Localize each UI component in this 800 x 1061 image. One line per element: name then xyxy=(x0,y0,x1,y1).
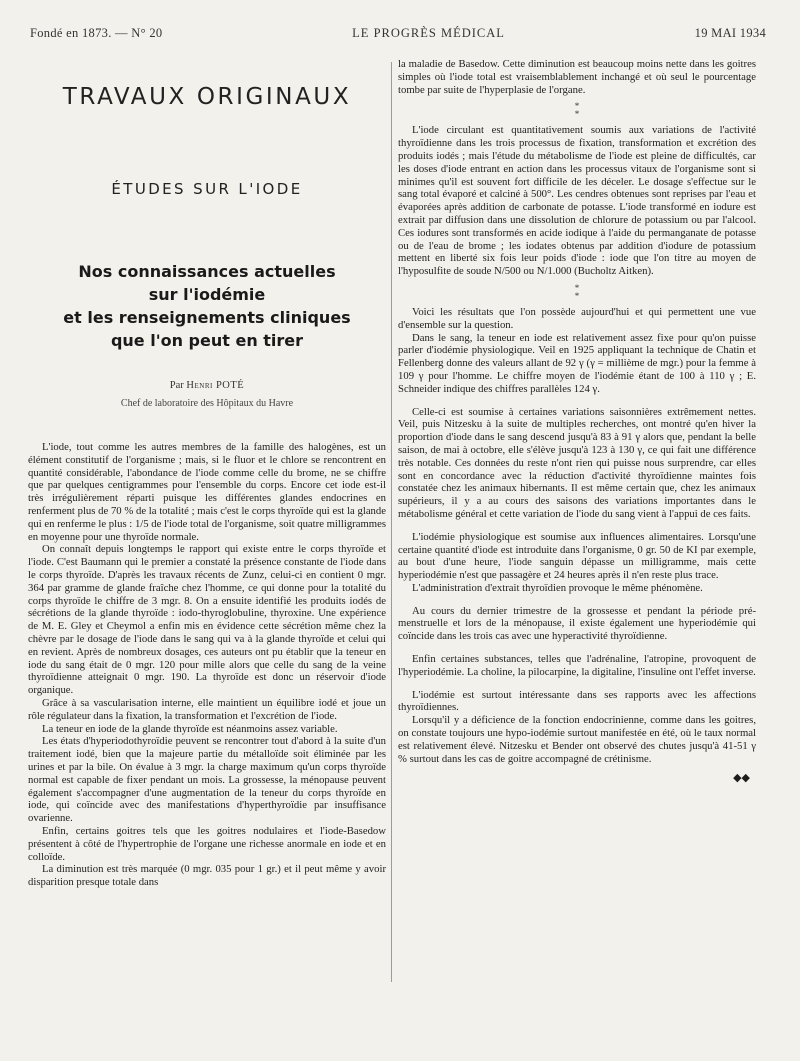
paragraph: Lorsqu'il y a déficience de la fonction endocrinienne, comme dans les goitres, on constate toujours une hypo-iodémie surtout manifestée en été, où le taux normal est relativement élevé. Nitzesku et Bender ont observé des chutes jusqu'à 41-51 γ % surtout dans les cas de goitre accompagné de crétinisme. xyxy=(398,714,756,765)
paragraph: L'iode, tout comme les autres membres de la famille des halogènes, est un élément constitutif de l'organisme ; mais, si le fluor et le chlore se rencontrent en quantité considérable, l'abondance de l'iode comme celle du brome, ne se chiffre que par quelques centigrammes pour l'ensemble du corps. Encore cet iode est-il très irrégulièrement réparti puisque les différentes glandes endocrines en renferment plus de 70 % de la totalité ; mais c'est le corps thyroïde qui est la glande qui en renferme le plus : 1/5 de l'iode total de l'organisme, soit quatre milligrammes en moyenne pour une thyroïde normale. xyxy=(28,441,386,543)
end-ornament: ◆◆ xyxy=(733,772,750,785)
byline-prefix: Par xyxy=(169,380,184,391)
column-divider xyxy=(391,62,392,982)
paragraph: La teneur en iode de la glande thyroïde est néanmoins assez variable. xyxy=(42,722,338,735)
author-affiliation: Chef de laboratoire des Hôpitaux du Havre xyxy=(120,398,294,409)
paragraph: Celle-ci est soumise à certaines variations saisonnières extrêmement nettes. Veil, puis Nitzesku à la suite de multiples recherches, ont montré qu'en hiver la proportion d'iode dans le sang descend jusqu'à 83 à 91 γ alors que, pendant la belle saison, de mai à octobre, elle s'élève jusqu'à 123 à 130 γ, ce qui fait une différence très notable. Ces données du reste n'ont rien qui puisse nous surprendre, car elles sont en concordance avec la réduction d'activité thyroïdienne maintes fois constatée chez les animaux hibernants. Il est même certain que, chez les animaux supérieurs, il y a au cours des saisons des variations importantes dans le métabolisme général et cette variation de l'iode du sang vient à l'appui de ces faits. xyxy=(398,405,756,520)
left-body xyxy=(28,441,386,889)
right-column xyxy=(398,58,756,784)
section-break xyxy=(398,284,756,300)
section-break xyxy=(398,102,756,118)
section-title: TRAVAUX ORIGINAUX xyxy=(62,84,352,110)
author-name: Henri POTÉ xyxy=(186,380,245,391)
header-journal-title: LE PROGRÈS MÉDICAL xyxy=(352,26,505,40)
article-title-line: et les renseignements cliniques xyxy=(63,308,351,327)
paragraph: Enfin, certains goitres tels que les goitres nodulaires et l'iode-Basedow présentent à côté de l'hypertrophie de l'organe une richesse anormale en iode et en colloïde. xyxy=(28,824,386,863)
right-body xyxy=(398,58,756,765)
asterism-mark: * xyxy=(574,109,580,120)
paragraph: On connaît depuis longtemps le rapport qui existe entre le corps thyroïde et l'iode. C'est Baumann qui le premier a constaté la présence constante de l'iode dans le corps thyroïde. D'après les travaux récents de Zunz, celui-ci en contient 0 mgr. 364 par gramme de glande fraîche chez l'homme, ce qui donne pour la totalité du corps thyroïde le chiffre de 3 mgr. 8. On a ensuite identifié les produits iodés de sécrétions de la glande thyroïde : iodo-thyroglobuline, thyroxine. Une expérience de M. E. Gley et Cheymol a enfin mis en évidence cette sécrétion même chez la chèvre par le dosage de l'iode dans le sang qui va à la glande thyroïde et celui qui en revient. Après de nombreux dosages, ces auteurs ont pu établir que la teneur en iode du sang était de 0 mgr. 120 pour mille alors que celle du sang de la veine thyroïdienne atteignait 0 mgr. 190. La thyroïde est donc un réservoir d'iode organique. xyxy=(28,543,386,697)
series-title: ÉTUDES SUR L'IODE xyxy=(111,180,303,198)
running-head xyxy=(30,26,766,41)
header-founded: Fondé en 1873. — N° 20 xyxy=(30,26,163,40)
paragraph: L'iodémie physiologique est soumise aux influences alimentaires. Lorsqu'une certaine quantité d'iode est introduite dans l'organisme, 0 gr. 50 de KI par exemple, au bout d'une heure, l'iode sanguin dépasse un milligramme, mais cette hyperiodémie n'est que passagère et 24 heures après il n'en reste plus trace. xyxy=(398,530,756,582)
paragraph: La diminution est très marquée (0 mgr. 035 pour 1 gr.) et il peut même y avoir disparition presque totale dans xyxy=(28,863,386,889)
paragraph: L'iodémie est surtout intéressante dans ses rapports avec les affections thyroïdiennes. xyxy=(398,688,756,714)
asterism-mark: * xyxy=(574,282,580,293)
asterism-mark: * xyxy=(574,290,580,301)
article-title-line: Nos connaissances actuelles xyxy=(78,262,336,281)
paragraph: la maladie de Basedow. Cette diminution est beaucoup moins nette dans les goitres simples où l'iode total est vraisemblablement inchangé et où seul le pourcentage tombe par suite de l'hyperplasie de l'organe. xyxy=(398,58,756,96)
paragraph: Dans le sang, la teneur en iode est relativement assez fixe pour qu'on puisse parler d'iodémie physiologique. Veil en 1925 appliquant la technique de Chatin et Fellenberg donne des valeurs allant de 92 γ (γ = millième de mgr.) pour la femme à 109 γ pour l'homme. Le chiffre moyen de l'iodémie étant de 100 à 110 γ ; E. Schneider indique des chiffres parallèles 124 γ. xyxy=(398,331,756,395)
asterism-mark: * xyxy=(574,101,580,112)
paragraph: L'iode circulant est quantitativement soumis aux variations de l'activité thyroïdienne dans les trois processus de fixation, transformation et excrétion des produits iodés ; mais l'étude du métabolisme de l'iode est pleine de difficultés, car les doses d'iode entrant en action dans les processus vitaux de l'organisme sont si minimes qu'il est souvent fort difficile de les déceler. Le dosage s'effectue sur le sang total évaporé et calciné à 500°. Les cendres obtenues sont reprises par l'eau et évaporées après addition de carbonate de potasse. L'iode transformé en iodure est extrait par diffusion dans une dissolution de chlorure de potassium ou par l'alcool. Ces iodures sont transformés en acide iodique à l'aide du permanganate de potasse ou de l'eau de brome ; les iodates obtenus par addition d'iodure de potassium mettent en liberté six fois leur poids d'iode : iode que l'on titre au moyen de l'hyposulfite de soude N/500 ou N/1.000 (Bucholtz Aitken). xyxy=(398,124,756,278)
paragraph: Grâce à sa vascularisation interne, elle maintient un équilibre iodé et joue un rôle régulateur dans la fixation, la transformation et l'excrétion de l'iode. xyxy=(28,696,386,722)
paragraph: Au cours du dernier trimestre de la grossesse et pendant la période pré-menstruelle et lors de la ménopause, il existe également une hyperiodémie qui coïncide dans les trois cas avec une hyperactivité thyroïdienne. xyxy=(398,604,756,643)
article-title-line: sur l'iodémie xyxy=(148,285,266,304)
left-column xyxy=(28,58,386,889)
article-title xyxy=(28,260,386,352)
header-date: 19 MAI 1934 xyxy=(694,26,766,40)
paragraph: L'administration d'extrait thyroïdien provoque le même phénomène. xyxy=(412,581,703,594)
paragraph: Enfin certaines substances, telles que l'adrénaline, l'atropine, provoquent de l'hyperiodémie. La choline, la pilocarpine, la digitaline, l'insuline ont l'effet inverse. xyxy=(398,653,756,678)
paragraph: Les états d'hyperiodothyroïdie peuvent se rencontrer tout d'abord à la suite d'un traitement iodé, bien que la majeure partie du métalloïde soit éliminée par les urines et par la bile. On évalue à 3 mgr. la charge maximum qu'un corps thyroïde normal est capable de fixer pendant un mois. La grossesse, la ménopause peuvent également s'accompagner d'une augmentation de la teneur du corps thyroïde en iode, qui coïncide avec des manifestations d'hyperthyroïdie par insuffisance ovarienne. xyxy=(28,735,386,825)
paragraph: Voici les résultats que l'on possède aujourd'hui et qui permettent une vue d'ensemble sur la question. xyxy=(398,305,756,331)
byline xyxy=(28,380,386,391)
article-title-line: que l'on peut en tirer xyxy=(110,331,304,350)
